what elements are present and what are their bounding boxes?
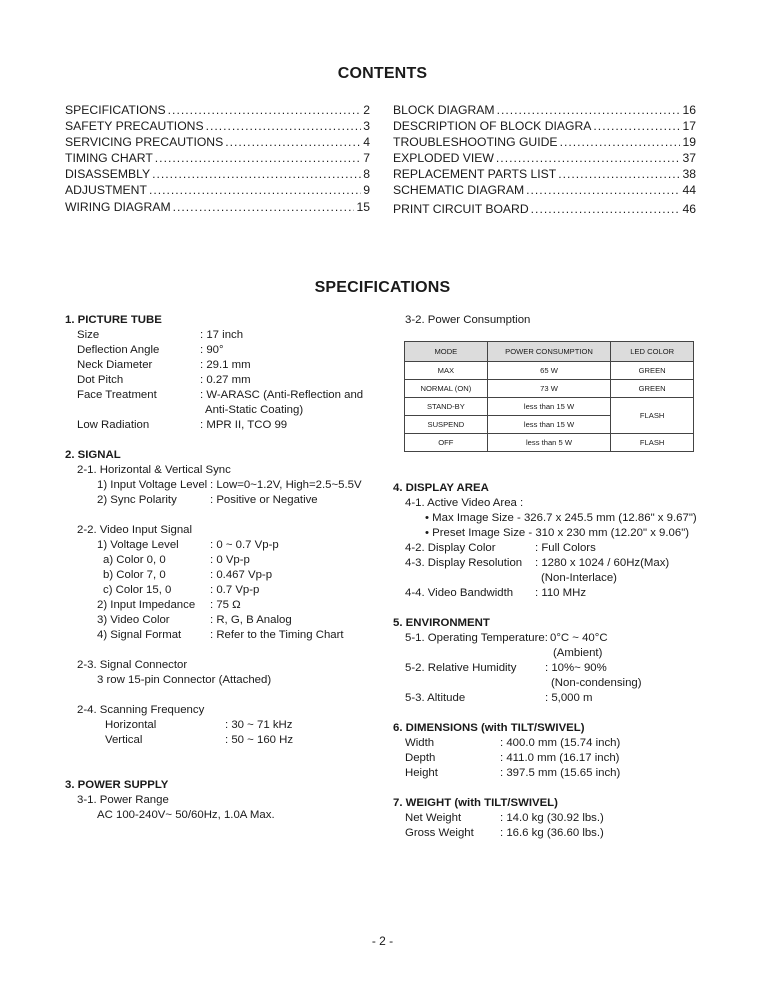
spec-value: AC 100-240V~ 50/60Hz, 1.0A Max. <box>97 809 275 821</box>
spec-value: : 10%~ 90% <box>545 662 607 674</box>
spec-value: (Ambient) <box>553 647 603 659</box>
toc-entry-title: ADJUSTMENT <box>65 183 147 197</box>
toc-leader <box>168 103 362 117</box>
spec-value: : 75 Ω <box>210 599 241 611</box>
spec-value: 0°C ~ 40°C <box>550 632 608 644</box>
spec-value: : 17 inch <box>200 329 244 341</box>
page-number: - 2 - <box>371 934 394 948</box>
specs-right-lower <box>393 481 723 841</box>
spec-value: : 90° <box>200 344 224 356</box>
spec-label: 5-1. Operating Temperature: <box>405 632 548 644</box>
spec-label: c) Color 15, 0 <box>103 584 172 596</box>
toc-leader <box>225 135 361 149</box>
spec-value: : 400.0 mm (15.74 inch) <box>500 737 621 749</box>
spec-value: : 29.1 mm <box>200 359 251 371</box>
spec-value: : 16.6 kg (36.60 lbs.) <box>500 827 604 839</box>
toc-entry-page: 44 <box>682 183 696 197</box>
toc-entry[interactable] <box>65 200 370 214</box>
table-row <box>405 398 694 416</box>
toc-entry[interactable] <box>65 183 370 197</box>
toc-leader <box>526 183 680 197</box>
toc-entry-title: DISASSEMBLY <box>65 167 151 181</box>
spec-value: : 0 Vp-p <box>210 554 250 566</box>
section-heading: 5. ENVIRONMENT <box>393 617 490 629</box>
spec-label: 5-3. Altitude <box>405 692 466 704</box>
specs-left-column <box>65 313 385 833</box>
spec-value: : 0.27 mm <box>200 374 251 386</box>
table-header-cell: POWER CONSUMPTION <box>487 342 611 362</box>
toc-leader <box>497 103 681 117</box>
toc-leader <box>496 151 681 165</box>
toc-entry-title: EXPLODED VIEW <box>393 151 494 165</box>
spec-value: : 1280 x 1024 / 60Hz(Max) <box>535 557 670 569</box>
toc-leader <box>558 167 680 181</box>
toc-leader <box>152 167 361 181</box>
contents-title: CONTENTS <box>337 65 428 82</box>
spec-value: • Max Image Size - 326.7 x 245.5 mm (12.86" x 9.67") <box>425 512 697 524</box>
toc-entry-page: 7 <box>363 151 370 165</box>
toc-entry-page: 8 <box>363 167 370 181</box>
spec-label: Net Weight <box>405 812 462 824</box>
spec-value: : Low=0~1.2V, High=2.5~5.5V <box>210 479 362 491</box>
spec-label: Dot Pitch <box>77 374 124 386</box>
spec-value: • Preset Image Size - 310 x 230 mm (12.20" x 9.06") <box>425 527 690 539</box>
table-cell: NORMAL (ON) <box>405 380 488 398</box>
spec-label: Vertical <box>105 734 143 746</box>
toc-entry-page: 3 <box>363 119 370 133</box>
spec-label: 1) Voltage Level <box>97 539 179 551</box>
table-cell: STAND-BY <box>405 398 488 416</box>
toc-leader <box>206 119 362 133</box>
toc-entry[interactable] <box>393 167 696 181</box>
spec-value: : 397.5 mm (15.65 inch) <box>500 767 621 779</box>
toc-leader <box>155 151 361 165</box>
spec-label: Size <box>77 329 100 341</box>
toc-entry-title: SPECIFICATIONS <box>65 103 166 117</box>
spec-value: : 5,000 m <box>545 692 593 704</box>
spec-value: : 0.7 Vp-p <box>210 584 260 596</box>
spec-value: : 50 ~ 160 Hz <box>225 734 294 746</box>
subsection-heading: 2-1. Horizontal & Vertical Sync <box>77 464 231 476</box>
toc-entry[interactable] <box>65 135 370 149</box>
spec-label: 4-2. Display Color <box>405 542 496 554</box>
subsection-heading: 3-1. Power Range <box>77 794 169 806</box>
toc-entry-page: 38 <box>682 167 696 181</box>
subsection-heading: 2-2. Video Input Signal <box>77 524 193 536</box>
table-row <box>405 362 694 380</box>
spec-value: : 14.0 kg (30.92 lbs.) <box>500 812 604 824</box>
table-row <box>405 434 694 452</box>
spec-label: Neck Diameter <box>77 359 153 371</box>
section-heading: 4. DISPLAY AREA <box>393 482 489 494</box>
spec-label: Face Treatment <box>77 389 157 401</box>
spec-value: : 30 ~ 71 kHz <box>225 719 293 731</box>
subsection-heading: 4-1. Active Video Area : <box>405 497 524 509</box>
subsection-heading: 3-2. Power Consumption <box>405 314 531 326</box>
table-cell: less than 15 W <box>487 398 611 416</box>
toc-entry-title: DESCRIPTION OF BLOCK DIAGRA <box>393 119 592 133</box>
spec-value: : Positive or Negative <box>210 494 318 506</box>
table-cell: GREEN <box>611 380 694 398</box>
spec-value: 3 row 15-pin Connector (Attached) <box>97 674 272 686</box>
spec-label: 4-3. Display Resolution <box>405 557 523 569</box>
table-cell: MAX <box>405 362 488 380</box>
spec-value: (Non-condensing) <box>551 677 642 689</box>
toc-entry-page: 16 <box>682 103 696 117</box>
toc-entry[interactable] <box>393 119 696 133</box>
spec-label: Height <box>405 767 438 779</box>
table-cell: GREEN <box>611 362 694 380</box>
toc-entry-page: 4 <box>363 135 370 149</box>
spec-label: 5-2. Relative Humidity <box>405 662 517 674</box>
spec-value: : 0 ~ 0.7 Vp-p <box>210 539 279 551</box>
spec-label: 4-4. Video Bandwidth <box>405 587 514 599</box>
spec-value: : MPR II, TCO 99 <box>200 419 288 431</box>
spec-value: : R, G, B Analog <box>210 614 292 626</box>
toc-leader <box>149 183 361 197</box>
toc-entry-page: 37 <box>682 151 696 165</box>
toc-leader <box>531 202 681 216</box>
toc-entry-title: BLOCK DIAGRAM <box>393 103 495 117</box>
toc-entry-title: TIMING CHART <box>65 151 153 165</box>
spec-label: a) Color 0, 0 <box>103 554 166 566</box>
toc-entry[interactable] <box>65 151 370 165</box>
section-heading: 7. WEIGHT (with TILT/SWIVEL) <box>393 797 558 809</box>
spec-label: 1) Input Voltage Level <box>97 479 208 491</box>
toc-entry-title: TROUBLESHOOTING GUIDE <box>393 135 558 149</box>
toc-entry[interactable] <box>393 183 696 197</box>
subsection-heading: 2-3. Signal Connector <box>77 659 188 671</box>
spec-label: Width <box>405 737 435 749</box>
toc-leader <box>173 200 355 214</box>
toc-entry-title: WIRING DIAGRAM <box>65 200 171 214</box>
spec-value: : Refer to the Timing Chart <box>210 629 344 641</box>
spec-value: : Full Colors <box>535 542 596 554</box>
toc-entry-page: 2 <box>363 103 370 117</box>
table-cell: OFF <box>405 434 488 452</box>
spec-value: : W-ARASC (Anti-Reflection and <box>200 389 364 401</box>
spec-label: Depth <box>405 752 436 764</box>
toc-entry-title: PRINT CIRCUIT BOARD <box>393 202 529 216</box>
spec-label: 2) Sync Polarity <box>97 494 177 506</box>
spec-label: Horizontal <box>105 719 157 731</box>
table-cell: 65 W <box>487 362 611 380</box>
toc-entry[interactable] <box>65 119 370 133</box>
toc-entry-title: SERVICING PRECAUTIONS <box>65 135 224 149</box>
spec-value: (Non-Interlace) <box>541 572 617 584</box>
toc-entry[interactable] <box>65 167 370 181</box>
spec-label: Low Radiation <box>77 419 150 431</box>
table-header-row <box>405 342 694 362</box>
section-heading: 6. DIMENSIONS (with TILT/SWIVEL) <box>393 722 585 734</box>
table-row <box>405 380 694 398</box>
toc-entry-title: SAFETY PRECAUTIONS <box>65 119 204 133</box>
spec-label: Gross Weight <box>405 827 474 839</box>
section-heading: 1. PICTURE TUBE <box>65 314 162 326</box>
spec-label: Deflection Angle <box>77 344 160 356</box>
spec-value: : 411.0 mm (16.17 inch) <box>500 752 620 764</box>
spec-label: 4) Signal Format <box>97 629 182 641</box>
power-consumption-table <box>404 341 694 452</box>
toc-entry[interactable] <box>393 202 696 216</box>
table-cell: 73 W <box>487 380 611 398</box>
spec-value: : 110 MHz <box>535 587 587 599</box>
toc-entry[interactable] <box>65 103 370 117</box>
table-cell: less than 15 W <box>487 416 611 434</box>
table-header-cell: LED COLOR <box>611 342 694 362</box>
toc-entry-page: 9 <box>363 183 370 197</box>
section-heading: 3. POWER SUPPLY <box>65 779 169 791</box>
spec-label: 2) Input Impedance <box>97 599 196 611</box>
toc-entry-title: REPLACEMENT PARTS LIST <box>393 167 557 181</box>
toc-entry-page: 19 <box>682 135 696 149</box>
toc-entry[interactable] <box>393 103 696 117</box>
section-heading: 2. SIGNAL <box>65 449 121 461</box>
toc-entry[interactable] <box>393 151 696 165</box>
spec-value: : 0.467 Vp-p <box>210 569 273 581</box>
table-cell: FLASH <box>611 434 694 452</box>
toc-entry-title: SCHEMATIC DIAGRAM <box>393 183 525 197</box>
table-cell: SUSPEND <box>405 416 488 434</box>
toc-entry-page: 15 <box>356 200 370 214</box>
table-cell: less than 5 W <box>487 434 611 452</box>
toc-leader <box>593 119 680 133</box>
spec-value: Anti-Static Coating) <box>205 404 304 416</box>
spec-label: b) Color 7, 0 <box>103 569 166 581</box>
subsection-heading: 2-4. Scanning Frequency <box>77 704 205 716</box>
table-header-cell: MODE <box>405 342 488 362</box>
toc-entry[interactable] <box>393 135 696 149</box>
spec-label: 3) Video Color <box>97 614 170 626</box>
specifications-title: SPECIFICATIONS <box>314 279 451 296</box>
toc-entry-page: 17 <box>682 119 696 133</box>
toc-entry-page: 46 <box>682 202 696 216</box>
table-cell: FLASH <box>611 398 694 434</box>
toc-leader <box>560 135 681 149</box>
